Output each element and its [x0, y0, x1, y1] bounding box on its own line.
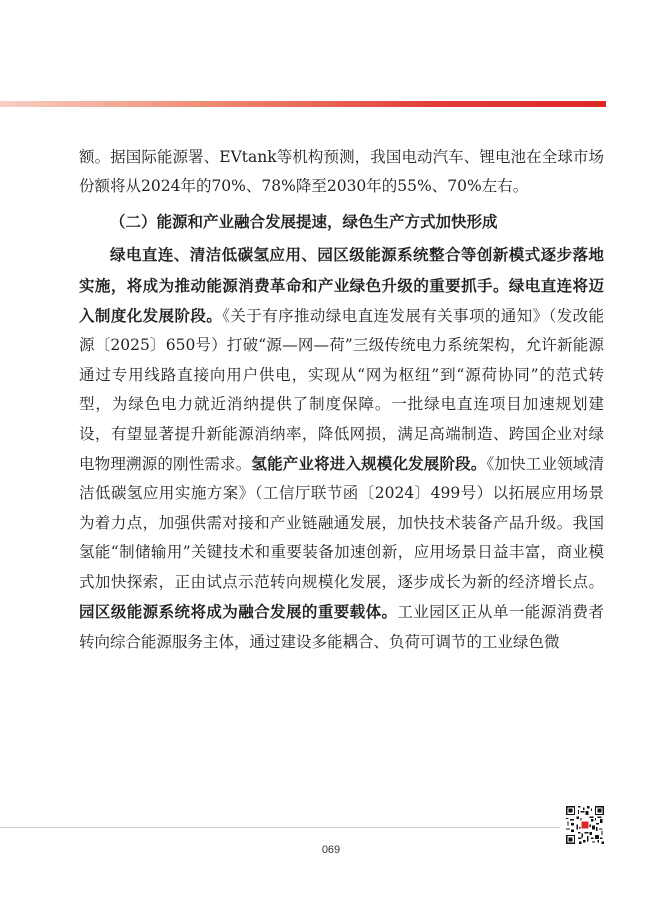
continuation-paragraph: 额。据国际能源署、EVtank等机构预测，我国电动汽车、锂电池在全球市场份额将从2024年的70%、78%降至2030年的55%、70%左右。 — [79, 148, 604, 196]
green-power-text: 《关于有序推动绿电直连发展有关事项的通知》（发改能源〔2025〕650号）打破“源—网—荷”三级传统电力系统架构，允许新能源通过专用线路直接向用户供电，实现从“网为枢纽”到“源荷协同”的范式转型，为绿色电力就近消纳提供了制度保障。一批绿电直连项目加速规划建设，有望显著提升新能源消纳率，降低网损，满足高端制造、跨国企业对绿电物理溯源的刚性需求。 — [79, 307, 604, 474]
hydrogen-text: 《加快工业领域清洁低碳氢应用实施方案》（工信厅联节函〔2024〕499号）以拓展应用场景为着力点，加强供需对接和产业链融通发展，加快技术装备产品升级。我国氢能“制储输用”关键技术和重要装备加速创新，应用场景日益丰富，商业模式加快探索，正由试点示范转向规模化发展，逐步成长为新的经济增长点。 — [79, 455, 604, 591]
header-accent-bar — [0, 101, 606, 107]
footer-rule — [0, 827, 560, 828]
qr-code-icon — [566, 806, 604, 844]
park-text: 工业园区正从单一能源消费者转向综合能源服务主体，通过建设多能耦合、负荷可调节的工业绿色微 — [79, 603, 604, 651]
green-power-heading: 绿电直连将迈入制度化发展阶段。 — [79, 275, 604, 326]
body-paragraph — [79, 240, 604, 657]
document-body — [79, 143, 604, 657]
section-heading: （二）能源和产业融合发展提速，绿色生产方式加快形成 — [110, 211, 498, 231]
park-heading: 园区级能源系统将成为融合发展的重要载体。 — [79, 602, 398, 622]
page-number: 069 — [321, 844, 341, 856]
hydrogen-heading: 氢能产业将进入规模化发展阶段。 — [251, 454, 487, 474]
lead-statement: 绿电直连、清洁低碳氢应用、园区级能源系统整合等创新模式逐步落地实施，将成为推动能源消费革命和产业绿色升级的重要抓手。 — [79, 245, 604, 295]
